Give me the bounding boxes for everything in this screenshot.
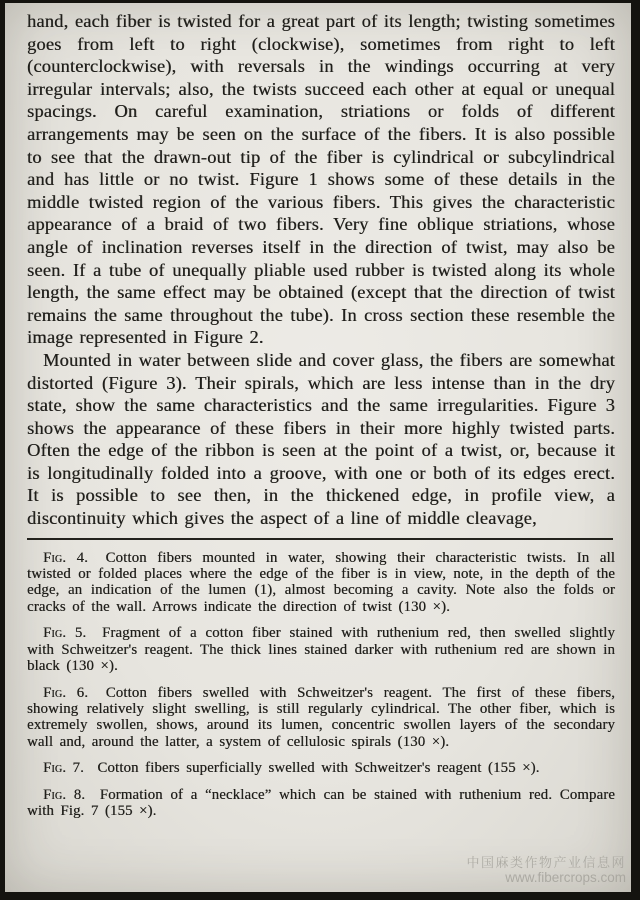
figure-caption-5-label: Fig. 5. — [43, 625, 87, 642]
figure-caption-4-label: Fig. 4. — [43, 549, 88, 566]
caption-divider-rule — [27, 538, 613, 540]
figure-caption-8-label: Fig. 8. — [43, 786, 86, 803]
figure-caption-5-text: Fragment of a cotton fiber stained with ruthenium red, then swelled slightly with Schweitzer's reagent. The thick lines stained darker with ruthenium red are shown in black (130 ×). — [27, 625, 615, 675]
figure-caption-4 — [27, 550, 615, 616]
watermark-cjk-text: 中国麻类作物产业信息网 — [466, 855, 626, 870]
watermark — [466, 855, 626, 885]
figure-caption-5 — [27, 625, 615, 674]
figure-caption-6 — [27, 685, 615, 751]
figure-caption-8 — [27, 787, 615, 820]
figure-caption-7 — [27, 760, 615, 776]
body-paragraph-2: Mounted in water between slide and cover glass, the fibers are somewhat distorted (Figure 3). Their spirals, which are less intense than in the dry state, show the same characteristics and the same irregularities. Figure 3 shows the appearance of these fibers in their more highly twisted parts. Often the edge of the ribbon is seen at the point of a twist, or, because it is longitudinally folded into a groove, with one or both of its edges erect. It is possible to see then, in the thickened edge, in profile view, a discontinuity which gives the aspect of a line of middle cleavage, — [27, 349, 615, 529]
figure-caption-6-text: Cotton fibers swelled with Schweitzer's reagent. The first of these fibers, showing relatively slight swelling, is still regularly cylindrical. The other fiber, which is extremely swollen, shows, around its lumen, concentric swollen layers of the secondary wall and, around the latter, a system of cellulosic spirals (130 ×). — [27, 684, 615, 750]
figure-caption-4-text: Cotton fibers mounted in water, showing their characteristic twists. In all twisted or folded places where the edge of the fiber is in view, note, in the depth of the edge, an indication of the lumen (1), almost becoming a cavity. Note also the folds or cracks of the wall. Arrows indicate the direction of twist (130 ×). — [27, 549, 615, 615]
figure-caption-6-label: Fig. 6. — [43, 684, 89, 701]
body-paragraph-1: hand, each fiber is twisted for a great part of its length; twisting sometimes goes from left to right (clockwise), sometimes from right to left (counterclockwise), with reversals in the windings occurring at very irregular intervals; also, the twists succeed each other at equal or unequal spacings. On careful examination, striations or folds of different arrangements may be seen on the surface of the fibers. It is also possible to see that the drawn-out tip of the fiber is cylindrical or subcylindrical and has little or no twist. Figure 1 shows some of these details in the middle twisted region of the various fibers. This gives the characteristic appearance of a braid of two fibers. Very fine oblique striations, whose angle of inclination reverses itself in the direction of twist, may also be seen. If a tube of unequally pliable used rubber is twisted along its whole length, the same effect may be obtained (except that the direction of twist remains the same throughout the tube). In cross section these resemble the image represented in Figure 2. — [27, 11, 615, 348]
figure-caption-8-text: Formation of a “necklace” which can be stained with ruthenium red. Compare with Fig. 7 (155 ×). — [27, 786, 615, 819]
figure-caption-7-label: Fig. 7. — [43, 760, 84, 777]
figure-caption-7-text: Cotton fibers superficially swelled with Schweitzer's reagent (155 ×). — [97, 760, 540, 777]
scanned-page — [5, 3, 631, 892]
watermark-url: www.fibercrops.com — [505, 870, 626, 885]
